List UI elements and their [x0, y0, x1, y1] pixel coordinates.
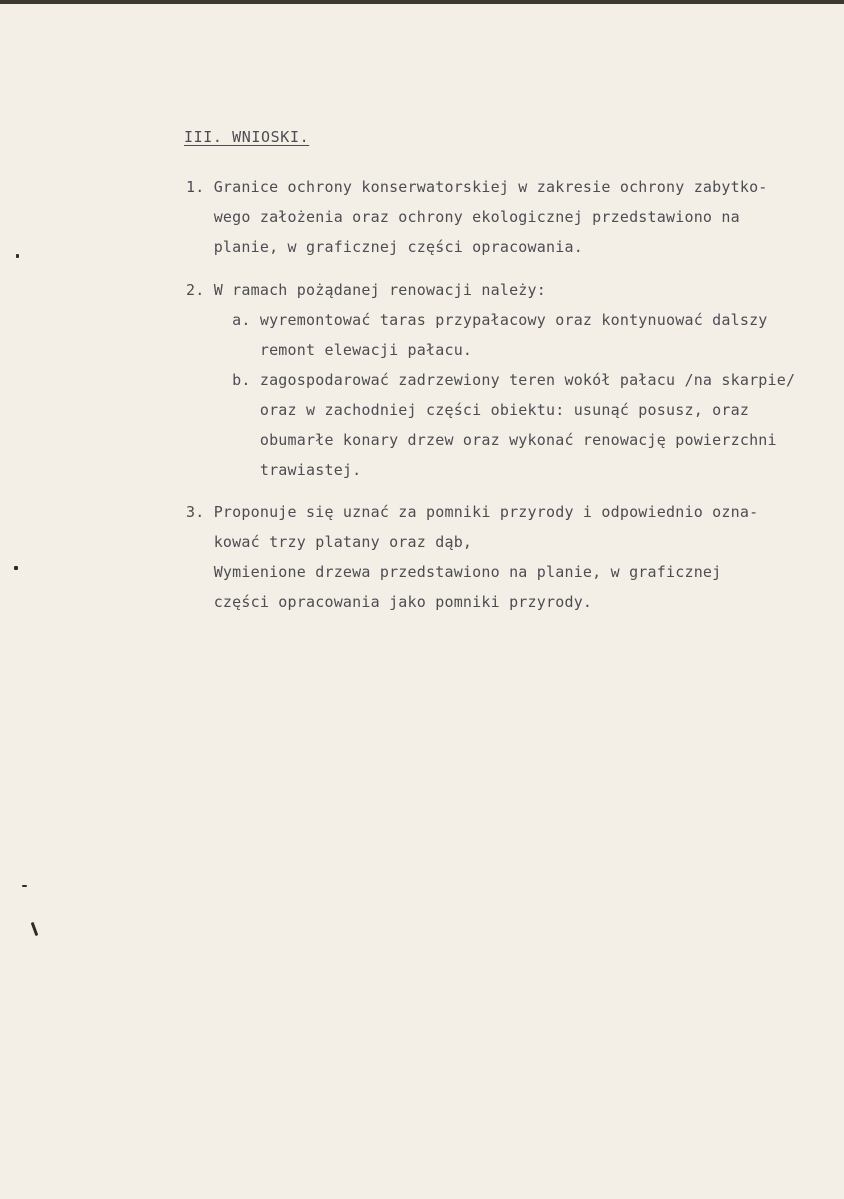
section-heading: III. WNIOSKI.: [184, 128, 310, 146]
scan-top-edge: [0, 0, 844, 4]
margin-speck: [22, 885, 27, 887]
item-1-line-2: wego założenia oraz ochrony ekologicznej przedstawiono na: [186, 208, 740, 226]
item-3-line-1: 3. Proponuje się uznać za pomniki przyrody i odpowiednio ozna-: [186, 503, 759, 521]
margin-speck: [16, 254, 19, 258]
margin-speck: [14, 566, 18, 570]
item-2a-line-1: a. wyremontować taras przypałacowy oraz kontynuować dalszy: [186, 311, 768, 329]
item-1-line-3: planie, w graficznej części opracowania.: [186, 238, 583, 256]
item-2b-line-4: trawiastej.: [186, 461, 362, 479]
item-2-line-1: 2. W ramach pożądanej renowacji należy:: [186, 281, 546, 299]
margin-speck: [31, 922, 39, 936]
item-2a-line-2: remont elewacji pałacu.: [186, 341, 473, 359]
item-1-line-1: 1. Granice ochrony konserwatorskiej w zakresie ochrony zabytko-: [186, 178, 768, 196]
item-3-line-4: części opracowania jako pomniki przyrody.: [186, 593, 593, 611]
item-3-line-3: Wymienione drzewa przedstawiono na planie, w graficznej: [186, 563, 722, 581]
item-2b-line-3: obumarłe konary drzew oraz wykonać renowację powierzchni: [186, 431, 777, 449]
item-2b-line-1: b. zagospodarować zadrzewiony teren wokół pałacu /na skarpie/: [186, 371, 796, 389]
item-2b-line-2: oraz w zachodniej części obiektu: usunąć posusz, oraz: [186, 401, 750, 419]
item-3-line-2: kować trzy platany oraz dąb,: [186, 533, 473, 551]
